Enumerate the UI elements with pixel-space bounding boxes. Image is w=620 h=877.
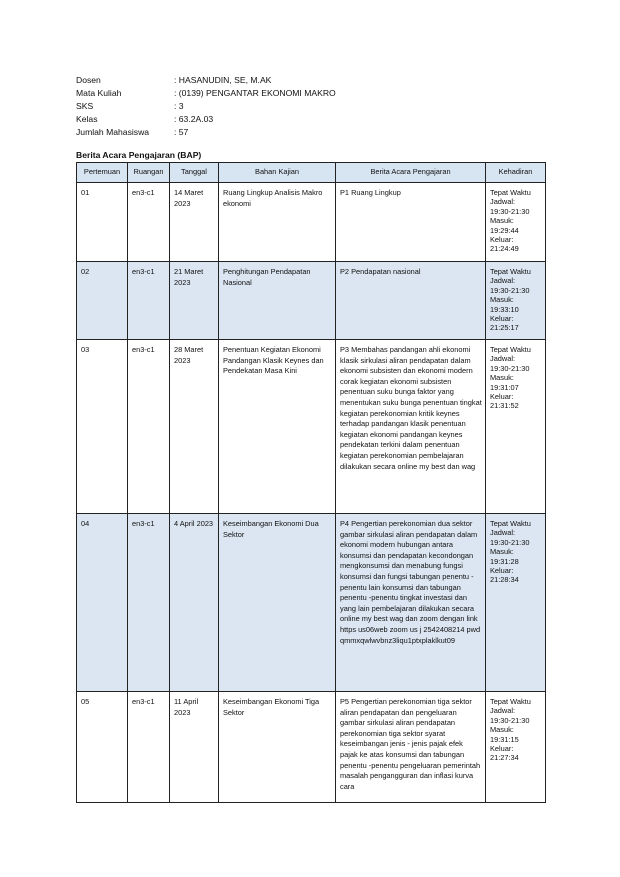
kehadiran-line: Jadwal: (490, 197, 516, 207)
kehadiran-line: 21:31:52 (490, 401, 519, 411)
cell-tanggal: 28 Maret 2023 (170, 340, 219, 514)
cell-bahan-kajian: Penghitungan Pendapatan Nasional (219, 262, 336, 340)
cell-bahan-kajian: Keseimbangan Ekonomi Tiga Sektor (219, 692, 336, 803)
kehadiran-line: Jadwal: (490, 276, 516, 286)
cell-pertemuan: 01 (77, 183, 128, 262)
kehadiran-line: Masuk: (490, 547, 514, 557)
header-ruangan: Ruangan (128, 163, 170, 183)
kehadiran-line: 19:31:15 (490, 734, 519, 744)
info-value: : 57 (174, 127, 189, 137)
kehadiran-line: Masuk: (490, 295, 514, 305)
bap-table (76, 162, 546, 803)
kehadiran-line: 19:30-21:30 (490, 285, 530, 295)
kehadiran-status: Tepat Waktu (490, 697, 531, 706)
header-bahan-kajian: Bahan Kajian (219, 163, 336, 183)
kehadiran-line: 19:31:07 (490, 382, 519, 392)
info-row-mata-kuliah (76, 87, 336, 100)
cell-kehadiran (486, 340, 546, 514)
kehadiran-line: Keluar: (490, 392, 514, 402)
info-value: : HASANUDIN, SE, M.AK (174, 75, 272, 85)
kehadiran-line: 19:30-21:30 (490, 715, 530, 725)
kehadiran-line: 19:30-21:30 (490, 363, 530, 373)
kehadiran-line: Masuk: (490, 373, 514, 383)
header-berita-acara: Berita Acara Pengajaran (336, 163, 486, 183)
info-value: : 63.2A.03 (174, 114, 214, 124)
info-label: SKS (76, 101, 94, 111)
cell-ruangan: en3-c1 (128, 340, 170, 514)
cell-ruangan: en3-c1 (128, 692, 170, 803)
kehadiran-line: Jadwal: (490, 706, 516, 716)
section-title: Berita Acara Pengajaran (BAP) (76, 150, 202, 160)
header-kehadiran: Kehadiran (486, 163, 546, 183)
info-row-dosen (76, 74, 336, 87)
info-label: Dosen (76, 75, 101, 85)
info-value: : (0139) PENGANTAR EKONOMI MAKRO (174, 88, 336, 98)
info-row-kelas (76, 113, 336, 126)
info-row-jumlah-mahasiswa (76, 126, 336, 139)
kehadiran-line: 21:28:34 (490, 575, 519, 585)
cell-tanggal: 21 Maret 2023 (170, 262, 219, 340)
table-row (77, 514, 546, 692)
cell-kehadiran (486, 514, 546, 692)
kehadiran-line: 19:31:28 (490, 556, 519, 566)
kehadiran-line: Jadwal: (490, 528, 516, 538)
kehadiran-line: Keluar: (490, 235, 514, 245)
table-header-row (77, 163, 546, 183)
cell-pertemuan: 02 (77, 262, 128, 340)
info-label: Kelas (76, 114, 98, 124)
table-row (77, 340, 546, 514)
cell-ruangan: en3-c1 (128, 514, 170, 692)
cell-kehadiran (486, 183, 546, 262)
kehadiran-line: 21:24:49 (490, 244, 519, 254)
cell-kehadiran (486, 692, 546, 803)
kehadiran-status: Tepat Waktu (490, 345, 531, 354)
kehadiran-status: Tepat Waktu (490, 519, 531, 528)
kehadiran-line: 21:27:34 (490, 753, 519, 763)
info-row-sks (76, 100, 336, 113)
cell-tanggal: 14 Maret 2023 (170, 183, 219, 262)
cell-bahan-kajian: Ruang Lingkup Analisis Makro ekonomi (219, 183, 336, 262)
info-value: : 3 (174, 101, 184, 111)
course-info (76, 74, 336, 139)
table-row (77, 183, 546, 262)
kehadiran-line: 21:25:17 (490, 323, 519, 333)
cell-pertemuan: 04 (77, 514, 128, 692)
cell-berita-acara: P2 Pendapatan nasional (336, 262, 486, 340)
header-tanggal: Tanggal (170, 163, 219, 183)
kehadiran-line: Masuk: (490, 725, 514, 735)
cell-tanggal: 4 April 2023 (170, 514, 219, 692)
header-pertemuan: Pertemuan (77, 163, 128, 183)
cell-berita-acara: P3 Membahas pandangan ahli ekonomi klasik sirkulasi aliran pendapatan dalam ekonomi subsisten dan ekonomi modern corak kegiatan ekonomi subsisten penentuan suku bunga faktor yang menentukan suku bunga penentuan tingkat kegiatan perekonomian kritik keynes terhadap pandangan klasik penentuan kegiatan ekonomi pandangan keynes pendekatan terkini dalam penentuan kegiatan perekonomian pembelajaran dilakukan secara online my best dan wag (336, 340, 486, 514)
cell-pertemuan: 05 (77, 692, 128, 803)
cell-ruangan: en3-c1 (128, 183, 170, 262)
cell-pertemuan: 03 (77, 340, 128, 514)
cell-bahan-kajian: Keseimbangan Ekonomi Dua Sektor (219, 514, 336, 692)
table-row (77, 692, 546, 803)
kehadiran-line: Keluar: (490, 314, 514, 324)
kehadiran-line: Keluar: (490, 566, 514, 576)
cell-tanggal: 11 April 2023 (170, 692, 219, 803)
cell-bahan-kajian: Penentuan Kegiatan Ekonomi Pandangan Klasik Keynes dan Pendekatan Masa Kini (219, 340, 336, 514)
kehadiran-line: 19:33:10 (490, 304, 519, 314)
kehadiran-line: Jadwal: (490, 354, 516, 364)
cell-berita-acara: P1 Ruang Lingkup (336, 183, 486, 262)
kehadiran-line: Masuk: (490, 216, 514, 226)
kehadiran-line: 19:30-21:30 (490, 537, 530, 547)
kehadiran-line: 19:29:44 (490, 225, 519, 235)
kehadiran-status: Tepat Waktu (490, 188, 531, 197)
cell-berita-acara: P4 Pengertian perekonomian dua sektor gambar sirkulasi aliran pendapatan dalam ekonomi modern hubungan antara konsumsi dan pendapatan kecondongan mengkonsumsi dan menabung fungsi konsumsi dan fungsi tabungan penentu -penentu lain konsumsi dan tabungan penentu -penentu tingkat investasi dan yang lain pembelajaran dilakukan secara online my best wag dan zoom dengan link https us06web zoom us j 2542408214 pwd qmmxqwlwvbnz3liqu1ptxplaklkut09 (336, 514, 486, 692)
info-label: Mata Kuliah (76, 88, 122, 98)
cell-berita-acara: P5 Pengertian perekonomian tiga sektor aliran pendapatan dan pengeluaran gambar sirkulasi aliran pendapatan perekonomian tiga sektor syarat keseimbangan jenis - jenis pajak efek pajak ke atas konsumsi dan tabungan penentu -penentu pengeluaran pemerintah masalah pengangguran dan inflasi kurva cara (336, 692, 486, 803)
info-label: Jumlah Mahasiswa (76, 127, 150, 137)
cell-ruangan: en3-c1 (128, 262, 170, 340)
table-row (77, 262, 546, 340)
kehadiran-status: Tepat Waktu (490, 267, 531, 276)
kehadiran-line: 19:30-21:30 (490, 206, 530, 216)
kehadiran-line: Keluar: (490, 744, 514, 754)
cell-kehadiran (486, 262, 546, 340)
